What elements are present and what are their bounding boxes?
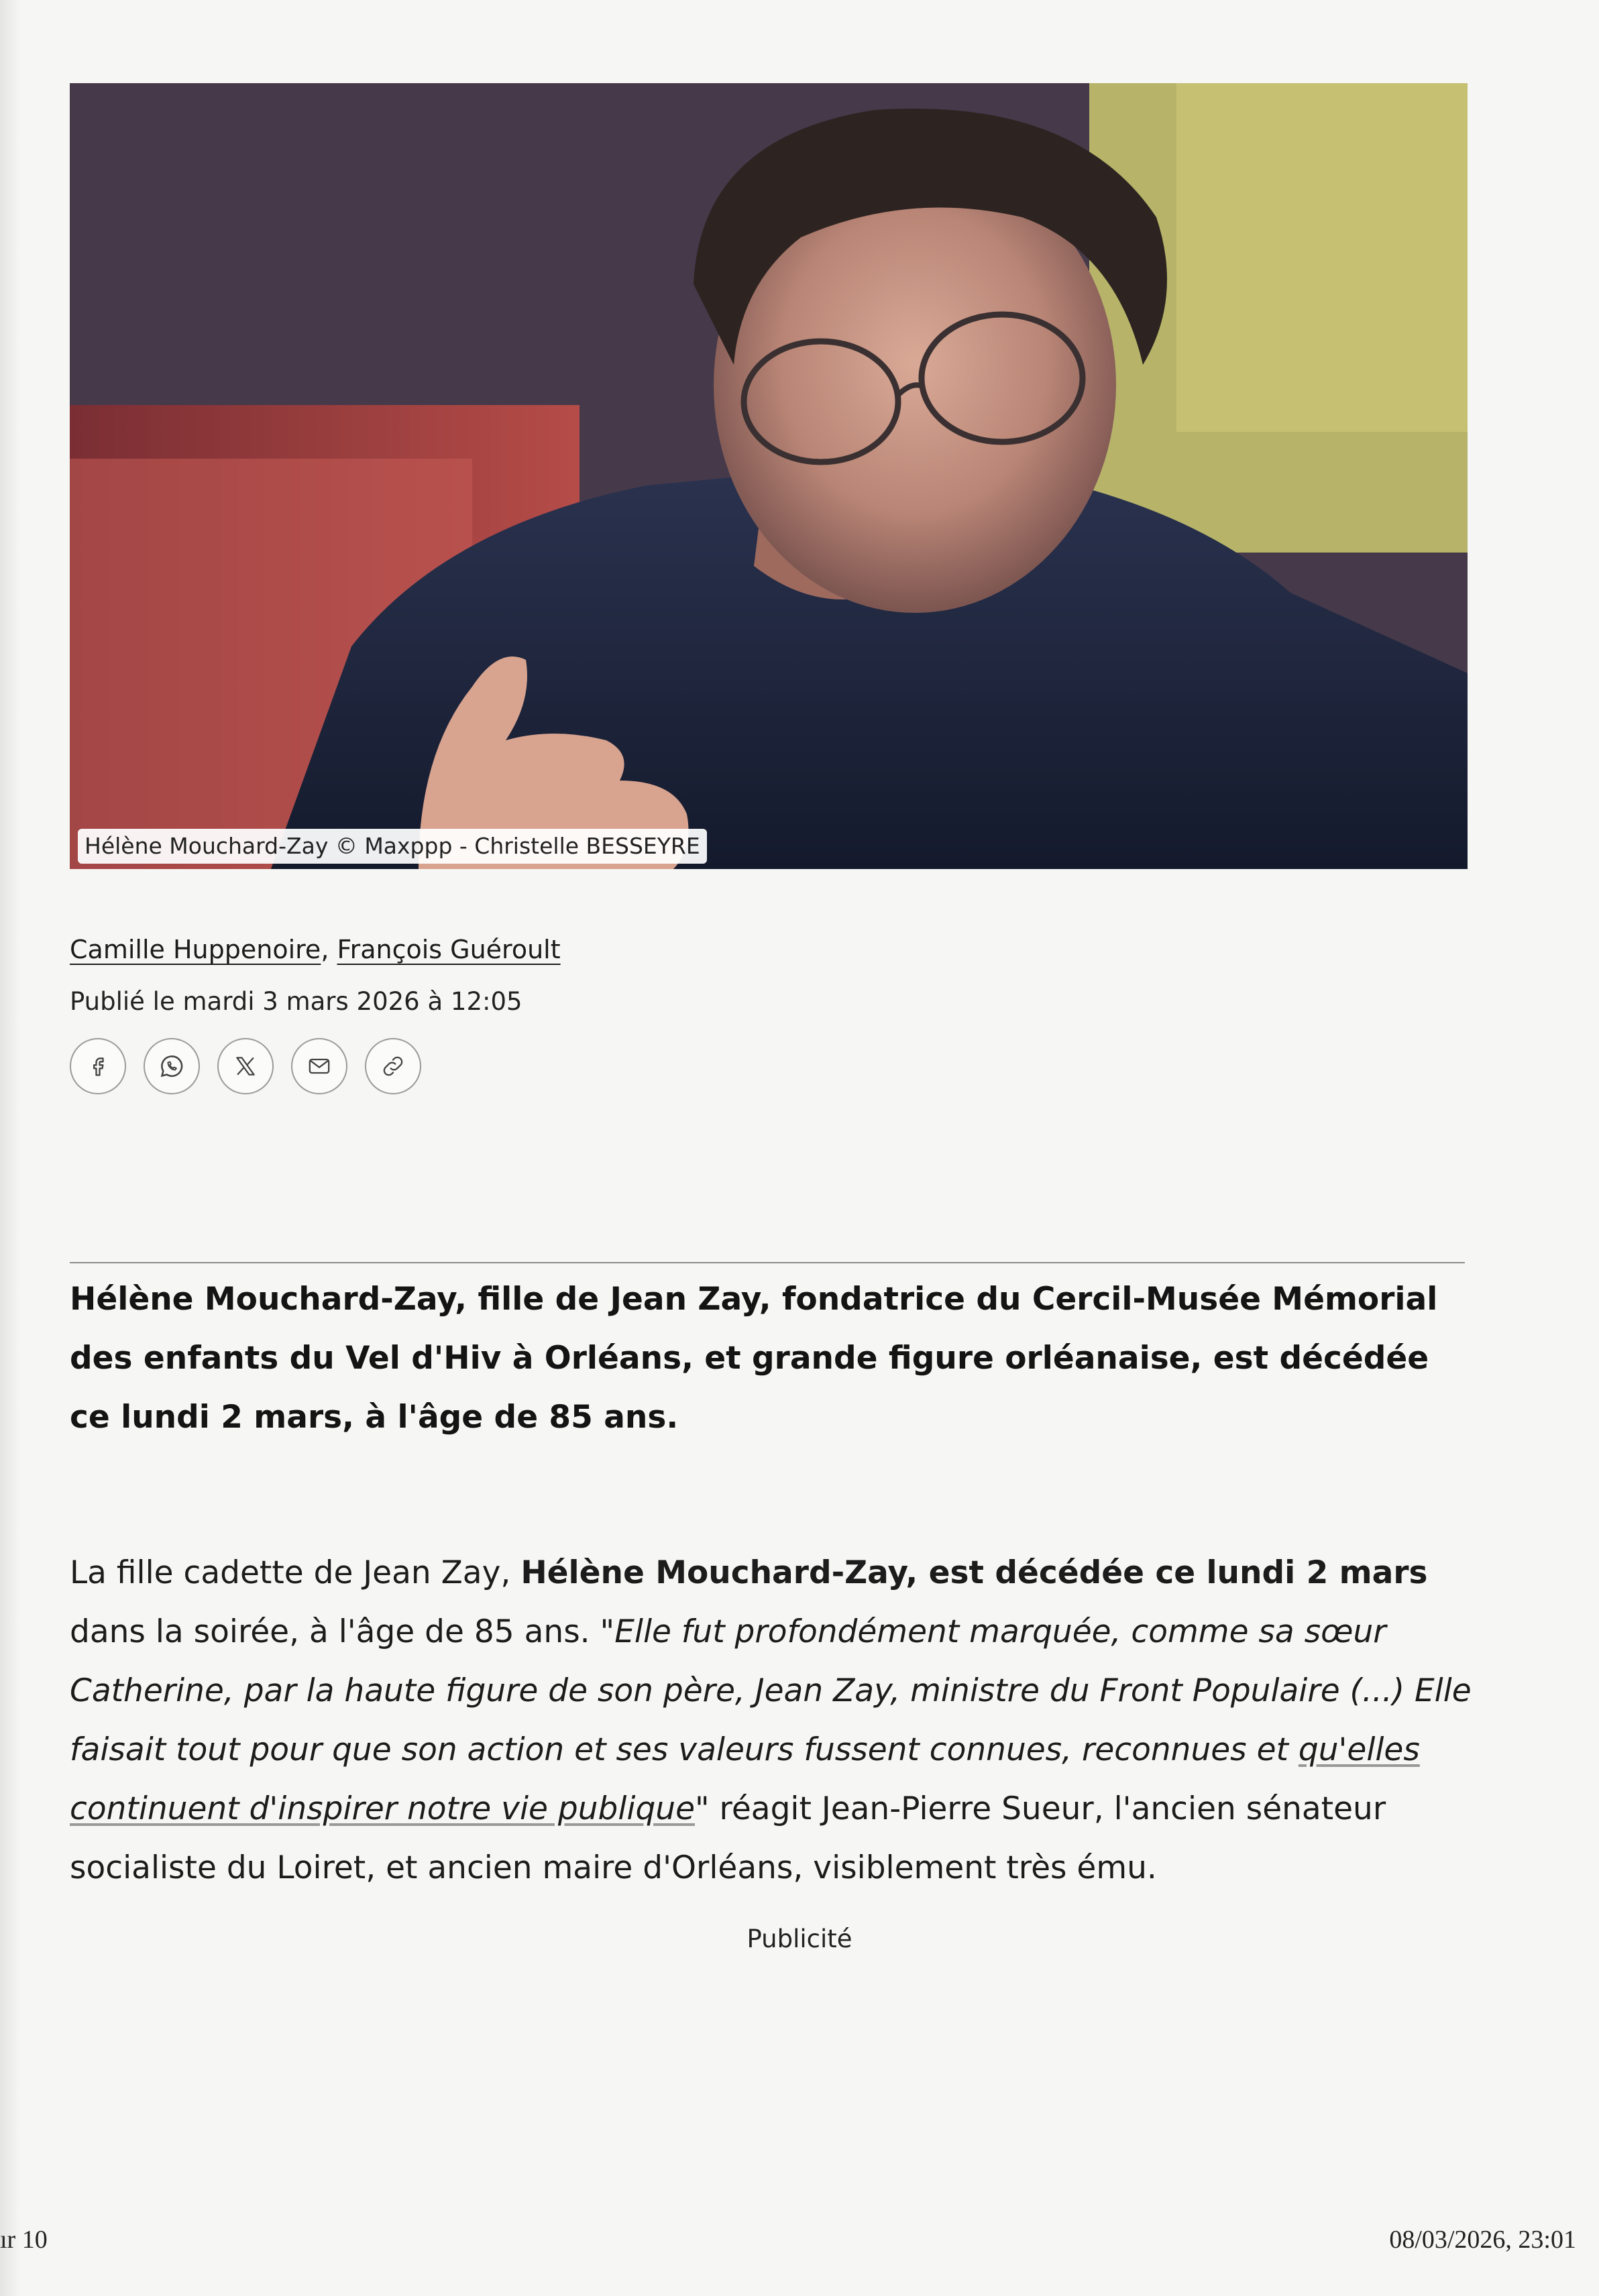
share-whatsapp-button[interactable] <box>144 1038 200 1094</box>
mail-icon <box>306 1053 333 1080</box>
page-number: ır 10 <box>0 2226 48 2254</box>
author-byline <box>70 931 561 968</box>
quote-text: Elle fut profondément marquée, comme sa sœur Catherine, par la haute figure de son père, Jean Zay, ministre du Front Populaire (...) Elle faisait tout pour que son action et ses valeurs fussent connues, reconnues et <box>70 1613 1472 1768</box>
x-icon <box>233 1053 258 1079</box>
lead-divider <box>70 1262 1465 1263</box>
author-link-2[interactable]: François Guéroult <box>337 935 561 964</box>
ad-label: Publicité <box>747 1925 852 1953</box>
paragraph-text: La fille cadette de Jean Zay, <box>70 1554 521 1591</box>
copy-link-button[interactable] <box>365 1038 421 1094</box>
paragraph-bold-text: Hélène Mouchard-Zay, est décédée ce lundi 2 mars <box>520 1554 1428 1591</box>
share-x-button[interactable] <box>217 1038 274 1094</box>
paragraph-text: " réagit Jean-Pierre Sueur, l'ancien sénateur socialiste du Loiret, et ancien maire d'Orléans, visiblement très ému. <box>70 1790 1386 1886</box>
share-mail-button[interactable] <box>291 1038 347 1094</box>
author-link-1[interactable]: Camille Huppenoire <box>70 935 321 964</box>
link-icon <box>380 1053 406 1080</box>
paragraph-text: dans la soirée, à l'âge de 85 ans. " <box>70 1613 615 1650</box>
facebook-icon <box>85 1053 111 1080</box>
publish-date: Publié le mardi 3 mars 2026 à 12:05 <box>70 987 522 1016</box>
whatsapp-icon <box>157 1051 186 1081</box>
article-lead: Hélène Mouchard-Zay, fille de Jean Zay, fondatrice du Cercil-Musée Mémorial des enfants du Vel d'Hiv à Orléans, et grande figure orléanaise, est décédée ce lundi 2 mars, à l'âge de 85 ans. <box>70 1281 1438 1436</box>
quote-link-text: qu'elles continuent d'inspirer notre vie publique <box>70 1731 1420 1827</box>
print-timestamp: 08/03/2026, 23:01 <box>1389 2226 1576 2254</box>
share-facebook-button[interactable] <box>70 1038 126 1094</box>
photo-caption: Hélène Mouchard-Zay © Maxppp - Christelle BESSEYRE <box>78 829 707 864</box>
share-bar <box>70 1038 421 1094</box>
hero-photo <box>70 83 1468 869</box>
article-paragraph <box>70 1544 1472 1898</box>
author-separator: , <box>321 935 337 964</box>
portrait-illustration <box>70 83 1468 869</box>
